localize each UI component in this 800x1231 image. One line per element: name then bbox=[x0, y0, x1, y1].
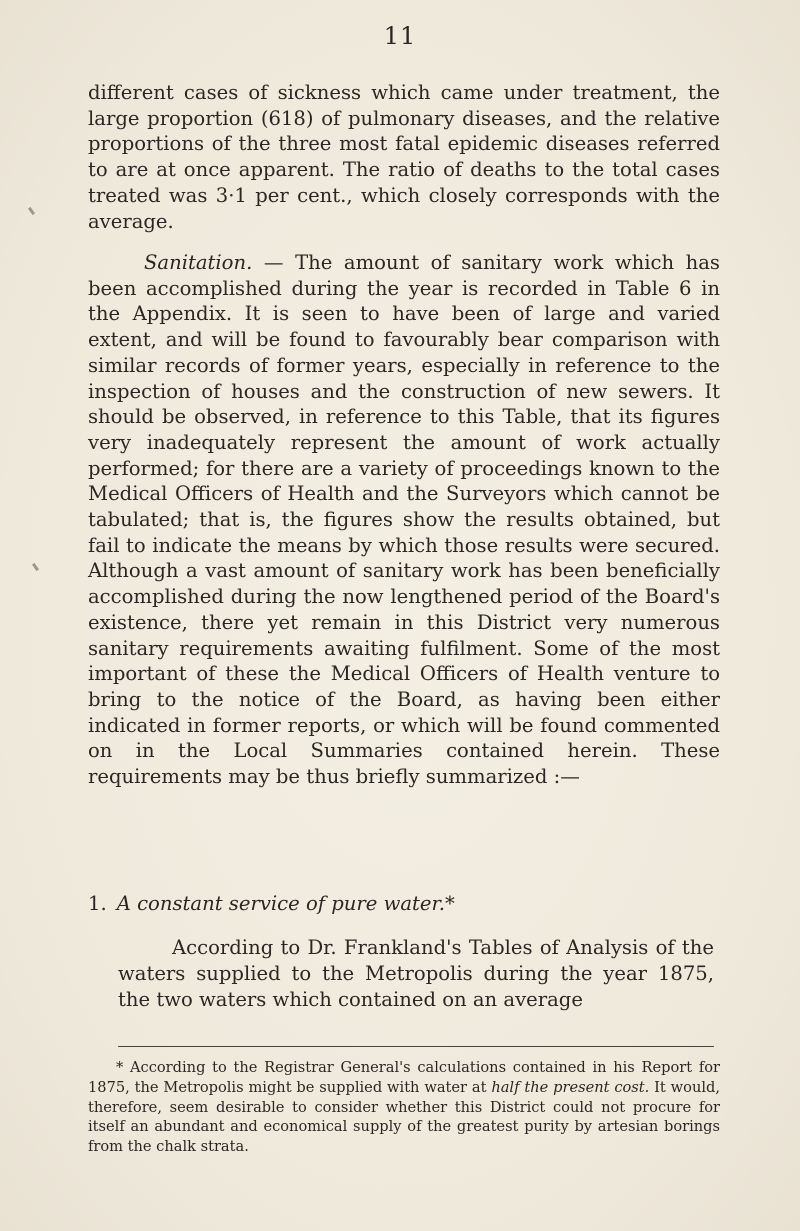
heading-dash: — bbox=[252, 251, 296, 274]
list-item-number: 1. bbox=[88, 892, 107, 915]
footnote-emphasis: half the present cost. bbox=[491, 1078, 650, 1096]
list-item-title: A constant service of pure water.* bbox=[116, 892, 455, 915]
list-item-pure-water bbox=[88, 891, 720, 917]
paragraph-sanitation bbox=[88, 250, 720, 790]
page-speck bbox=[32, 563, 39, 571]
footnote bbox=[88, 1058, 720, 1157]
paragraph-water-analysis: According to Dr. Frankland's Tables of Analysis of the waters supplied to the Metropolis during the year 1875, the two waters which contained on an average bbox=[118, 936, 714, 1011]
sanitation-body-text: The amount of sanitary work which has been accomplished during the year is recorded in Table 6 in the Appendix. It is seen to have been of large and varied extent, and will be found to favourably bear comparison with similar records of former years, especially in reference to the inspection of houses and the construction of new sewers. It should be observed, in reference to this Table, that its figures very inadequately represent the amount of work actually performed; for there are a variety of proceedings known to the Medical Officers of Health and the Surveyors which cannot be tabulated; that is, the figures show the results obtained, but fail to indicate the means by which those results were secured. Although a vast amount of sanitary work has been beneficially accomplished during the now lengthened period of the Board's existence, there yet remain in this District very numerous sanitary requirements awaiting fulfilment. Some of the most important of these the Medical Officers of Health venture to bring to the notice of the Board, as having been either indicated in former reports, or which will be found commented on in the Local Summaries contained herein. These requirements may be thus briefly summarized :— bbox=[88, 251, 720, 789]
footnote-divider bbox=[118, 1046, 714, 1047]
page-number: 11 bbox=[383, 22, 417, 50]
footnote-text-end: It would, therefore, seem desirable to consider whether this District could not procure for itself an abundant and economical supply of the greatest purity by artesian borings from the chalk strata. bbox=[88, 1078, 720, 1156]
page-speck bbox=[28, 207, 35, 215]
footnote-text-start: * According to the Registrar General's calculations contained in his Report for 1875, the Metropolis might be supplied with water at bbox=[88, 1059, 720, 1096]
paragraph-mortality-summary: different cases of sickness which came under treatment, the large proportion (618) of pulmonary diseases, and the relative proportions of the three most fatal epidemic diseases referred to are at once apparent. The ratio of deaths to the total cases treated was 3·1 per cent., which closely corresponds with the average. bbox=[88, 81, 720, 233]
section-heading-sanitation: Sanitation. bbox=[144, 251, 253, 274]
